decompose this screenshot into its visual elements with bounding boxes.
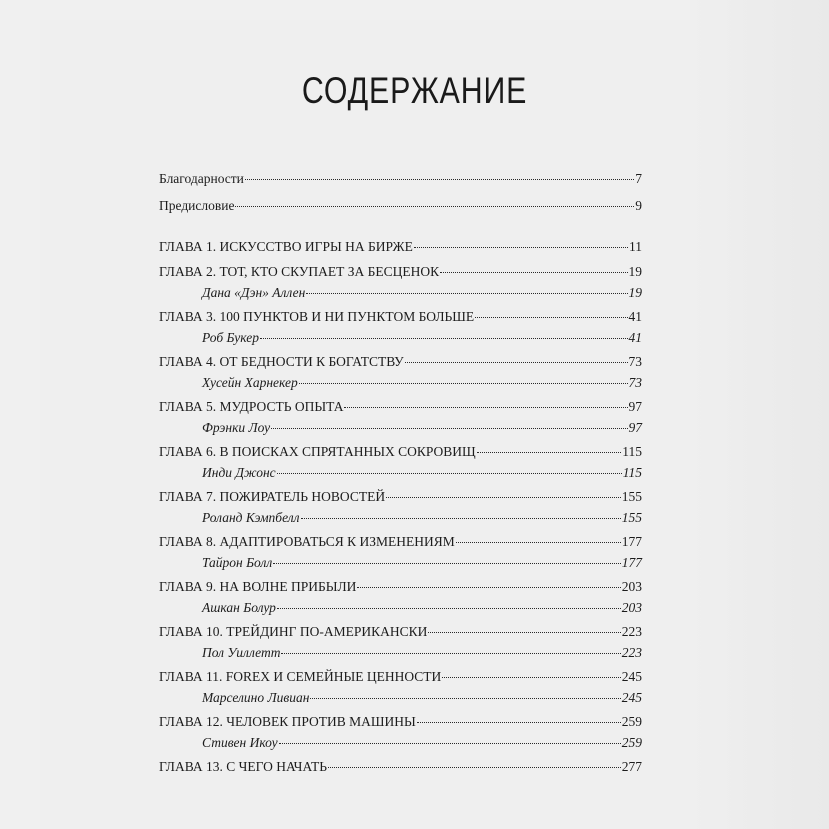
chapter-author: Ашкан Болур <box>202 600 276 615</box>
toc-leader-dots <box>299 383 628 384</box>
toc-leader-dots <box>477 452 622 453</box>
toc-chapter-author-11 <box>159 689 642 709</box>
toc-page-number: 177 <box>621 534 642 549</box>
toc-leader-dots <box>357 587 620 588</box>
toc-chapter-author-9 <box>159 599 642 619</box>
toc-chapter-author-12 <box>159 734 642 754</box>
toc-page-number: 245 <box>621 669 642 684</box>
toc-page-number: 203 <box>621 579 642 594</box>
toc-leader-dots <box>245 179 634 180</box>
toc-chapter-author-4 <box>159 374 642 394</box>
toc-page-number: 97 <box>628 420 642 435</box>
toc-chapter-12 <box>159 713 642 734</box>
chapter-author: Марселино Ливиан <box>202 690 310 705</box>
chapter-author: Стивен Икоу <box>202 735 278 750</box>
toc-leader-dots <box>405 362 628 363</box>
toc-chapter-8 <box>159 533 642 554</box>
toc-entry-front-1 <box>159 197 642 218</box>
toc-page-number: 115 <box>622 444 642 459</box>
toc-page-number: 73 <box>628 354 642 369</box>
toc-page-number: 19 <box>628 264 642 279</box>
toc-page-number: 155 <box>621 489 642 504</box>
table-of-contents <box>159 170 642 779</box>
chapter-title: ГЛАВА 6. В ПОИСКАХ СПРЯТАННЫХ СОКРОВИЩ <box>159 444 476 459</box>
toc-leader-dots <box>306 293 627 294</box>
toc-chapter-3 <box>159 308 642 329</box>
chapter-author: Роланд Кэмпбелл <box>202 510 300 525</box>
chapter-title: ГЛАВА 2. ТОТ, КТО СКУПАЕТ ЗА БЕСЦЕНОК <box>159 264 440 279</box>
toc-page-number: 7 <box>635 171 642 186</box>
toc-chapter-author-3 <box>159 329 642 349</box>
toc-leader-dots <box>386 497 621 498</box>
toc-page-number: 203 <box>621 600 642 615</box>
toc-leader-dots <box>301 518 621 519</box>
toc-leader-dots <box>417 722 621 723</box>
toc-entry-front-0 <box>159 170 642 191</box>
toc-page-number: 97 <box>628 399 642 414</box>
toc-leader-dots <box>279 743 621 744</box>
toc-leader-dots <box>235 206 634 207</box>
toc-page-number: 223 <box>621 645 642 660</box>
toc-leader-dots <box>271 428 627 429</box>
toc-leader-dots <box>328 767 621 768</box>
toc-page-number: 259 <box>621 735 642 750</box>
chapter-title: ГЛАВА 5. МУДРОСТЬ ОПЫТА <box>159 399 344 414</box>
chapter-author: Пол Уиллетт <box>202 645 281 660</box>
toc-chapter-6 <box>159 443 642 464</box>
toc-leader-dots <box>475 317 627 318</box>
toc-chapter-1 <box>159 238 642 259</box>
toc-page-number: 115 <box>622 465 642 480</box>
chapter-author: Дана «Дэн» Аллен <box>202 285 306 300</box>
toc-chapter-5 <box>159 398 642 419</box>
toc-page-number: 9 <box>635 198 642 213</box>
toc-page-number: 177 <box>621 555 642 570</box>
toc-leader-dots <box>428 632 620 633</box>
toc-leader-dots <box>344 407 627 408</box>
toc-leader-dots <box>277 473 622 474</box>
toc-label: Предисловие <box>159 198 235 213</box>
chapter-title: ГЛАВА 12. ЧЕЛОВЕК ПРОТИВ МАШИНЫ <box>159 714 416 729</box>
toc-chapter-11 <box>159 668 642 689</box>
toc-chapter-2 <box>159 263 642 284</box>
chapter-title: ГЛАВА 8. АДАПТИРОВАТЬСЯ К ИЗМЕНЕНИЯМ <box>159 534 455 549</box>
toc-page-number: 19 <box>628 285 642 300</box>
toc-chapter-13 <box>159 758 642 779</box>
chapter-title: ГЛАВА 1. ИСКУССТВО ИГРЫ НА БИРЖЕ <box>159 239 413 254</box>
toc-leader-dots <box>442 677 620 678</box>
chapter-title: ГЛАВА 11. FOREX И СЕМЕЙНЫЕ ЦЕННОСТИ <box>159 669 442 684</box>
toc-page-number: 277 <box>621 759 642 774</box>
page-shadow <box>690 0 829 829</box>
chapter-author: Фрэнки Лоу <box>202 420 271 435</box>
toc-page-number: 11 <box>629 239 642 254</box>
toc-page-number: 41 <box>628 330 642 345</box>
toc-page-number: 245 <box>621 690 642 705</box>
toc-chapter-7 <box>159 488 642 509</box>
chapter-title: ГЛАВА 9. НА ВОЛНЕ ПРИБЫЛИ <box>159 579 357 594</box>
toc-leader-dots <box>260 338 627 339</box>
toc-chapter-author-2 <box>159 284 642 304</box>
chapter-title: ГЛАВА 13. С ЧЕГО НАЧАТЬ <box>159 759 327 774</box>
page-title: СОДЕРЖАНИЕ <box>301 70 528 111</box>
chapter-author: Хусейн Харнекер <box>202 375 298 390</box>
toc-page-number: 223 <box>621 624 642 639</box>
toc-chapter-4 <box>159 353 642 374</box>
toc-label: Благодарности <box>159 171 244 186</box>
chapter-list <box>159 238 642 779</box>
toc-leader-dots <box>440 272 627 273</box>
chapter-author: Инди Джонс <box>202 465 276 480</box>
toc-chapter-author-10 <box>159 644 642 664</box>
toc-chapter-author-6 <box>159 464 642 484</box>
toc-chapter-9 <box>159 578 642 599</box>
toc-leader-dots <box>310 698 620 699</box>
toc-leader-dots <box>414 247 628 248</box>
toc-page-number: 259 <box>621 714 642 729</box>
chapter-title: ГЛАВА 10. ТРЕЙДИНГ ПО-АМЕРИКАНСКИ <box>159 624 428 639</box>
toc-leader-dots <box>277 608 621 609</box>
chapter-author: Роб Букер <box>202 330 260 345</box>
toc-page-number: 73 <box>628 375 642 390</box>
chapter-title: ГЛАВА 7. ПОЖИРАТЕЛЬ НОВОСТЕЙ <box>159 489 386 504</box>
toc-leader-dots <box>456 542 621 543</box>
toc-leader-dots <box>281 653 620 654</box>
toc-chapter-author-5 <box>159 419 642 439</box>
toc-page-number: 41 <box>628 309 642 324</box>
chapter-title: ГЛАВА 3. 100 ПУНКТОВ И НИ ПУНКТОМ БОЛЬШЕ <box>159 309 475 324</box>
toc-chapter-10 <box>159 623 642 644</box>
toc-chapter-author-7 <box>159 509 642 529</box>
toc-page-number: 155 <box>621 510 642 525</box>
toc-leader-dots <box>273 563 621 564</box>
chapter-title: ГЛАВА 4. ОТ БЕДНОСТИ К БОГАТСТВУ <box>159 354 404 369</box>
toc-chapter-author-8 <box>159 554 642 574</box>
chapter-author: Тайрон Болл <box>202 555 273 570</box>
